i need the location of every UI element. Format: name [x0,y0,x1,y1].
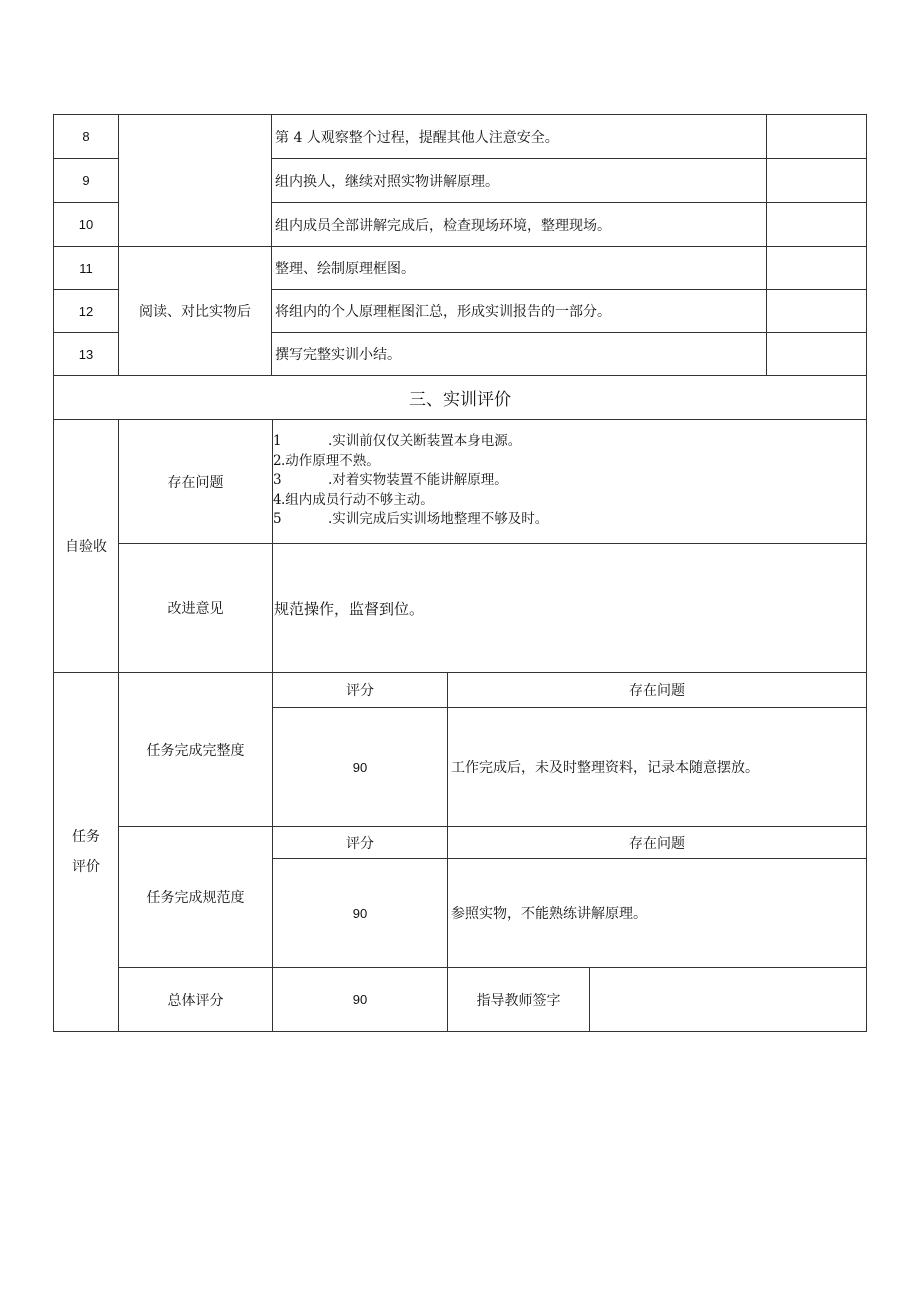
issue-number: 5 [273,511,282,527]
list-item [273,471,548,491]
step-text: 组内成员全部讲解完成后，检查现场环境，整理现场。 [275,217,611,234]
task-eval-label [54,673,118,1031]
step-group-label: 阅读、对比实物后 [139,304,251,320]
teacher-sign-field[interactable] [590,968,866,1031]
standard-score: 90 [352,905,368,921]
total-score: 90 [352,992,368,1007]
completeness-label: 任务完成完整度 [146,742,245,759]
issues-list [273,432,548,530]
step-number: 11 [79,260,93,276]
step-number: 13 [78,346,94,362]
list-item [273,452,548,472]
self-check-label: 自验收 [65,539,107,555]
issue-number: 3 [273,472,282,488]
issue-text: .组内成员行动不够主动。 [281,491,434,508]
task-eval-label-line2: 评价 [72,859,100,875]
issue-number: 2 [273,452,282,469]
step-number: 8 [82,129,90,144]
list-item [273,432,548,452]
list-item [273,510,548,530]
step-text: 第 4 人观察整个过程，提醒其他人注意安全。 [275,129,559,146]
completeness-score: 90 [352,759,368,775]
issue-text: .对着实物装置不能讲解原理。 [328,472,508,488]
improve-text: 规范操作，监督到位。 [274,599,425,618]
issue-number: 4 [273,491,282,508]
step-number: 9 [82,173,90,188]
total-score-label: 总体评分 [167,992,224,1009]
completeness-issue: 工作完成后，未及时整理资料，记录本随意摆放。 [451,760,759,776]
step-number: 12 [78,303,94,319]
step-text: 组内换人，继续对照实物讲解原理。 [275,173,499,190]
step-text: 撰写完整实训小结。 [275,347,401,363]
teacher-sign-label: 指导教师签字 [476,992,561,1009]
issue-text: .动作原理不熟。 [281,452,380,469]
issue-text: .实训前仅仅关断装置本身电源。 [328,433,522,449]
step-number: 10 [78,217,94,232]
task-eval-label-line1: 任务 [72,829,100,845]
section-title: 三、实训评价 [409,390,511,410]
step-text: 将组内的个人原理框图汇总，形成实训报告的一部分。 [275,304,611,320]
standard-issue: 参照实物，不能熟练讲解原理。 [451,906,647,922]
issue-number: 1 [273,433,282,449]
list-item [273,491,548,511]
issue-text: .实训完成后实训场地整理不够及时。 [328,511,549,527]
issues-label: 存在问题 [167,474,224,491]
step-text: 整理、绘制原理框图。 [275,261,415,277]
issue-header: 存在问题 [629,683,685,699]
issue-header: 存在问题 [629,835,685,852]
standard-label: 任务完成规范度 [146,890,245,906]
score-header: 评分 [346,835,374,852]
improve-label: 改进意见 [167,601,224,617]
score-header: 评分 [346,683,374,699]
